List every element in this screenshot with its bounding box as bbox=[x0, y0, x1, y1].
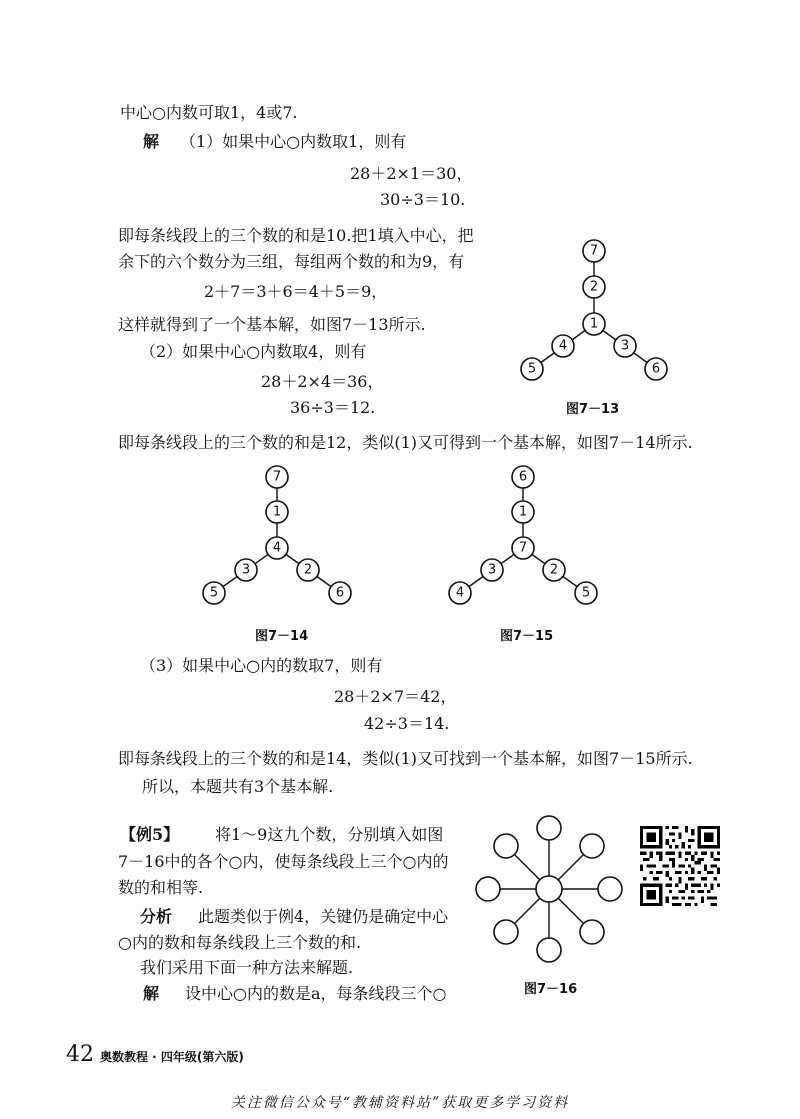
equation: 28＋2×7＝42， bbox=[334, 687, 457, 706]
figure-caption: 图7－16 bbox=[524, 982, 578, 997]
analysis-label: 分析 bbox=[140, 907, 173, 926]
equation: 2＋7＝3＋6＝4＋5＝9， bbox=[204, 282, 388, 301]
figure-caption: 图7－13 bbox=[566, 402, 620, 417]
node-mid-top: 1 bbox=[272, 504, 282, 520]
qr-code bbox=[640, 826, 720, 906]
equation: 28＋2×1＝30， bbox=[350, 164, 473, 183]
page-footer bbox=[66, 1042, 244, 1067]
node-outer-right: 5 bbox=[581, 585, 591, 601]
node-outer-top: 6 bbox=[518, 469, 528, 485]
equation: 36÷3＝12. bbox=[290, 398, 376, 417]
text-line: 设中心○内的数是a，每条线段三个○ bbox=[185, 984, 447, 1003]
equation: 30÷3＝10. bbox=[380, 190, 466, 209]
node-outer-left: 5 bbox=[527, 361, 537, 377]
node-outer-top: 7 bbox=[589, 243, 599, 259]
node-center: 1 bbox=[589, 316, 599, 332]
node-mid-right: 2 bbox=[303, 562, 313, 578]
figure-caption: 图7－14 bbox=[255, 629, 309, 644]
node-outer-left: 4 bbox=[455, 585, 465, 601]
text-line: 中心○内数可取1，4或7. bbox=[120, 103, 298, 122]
text-line: 即每条线段上的三个数的和是12，类似(1)又可得到一个基本解，如图7－14所示. bbox=[118, 433, 693, 452]
solution-label: 解 bbox=[143, 132, 160, 151]
star-figure-7-16 bbox=[470, 810, 630, 970]
node-outer-right: 6 bbox=[651, 361, 661, 377]
text-line: 7－16中的各个○内，使每条线段上三个○内的 bbox=[118, 852, 449, 871]
page-number: 42 bbox=[66, 1042, 94, 1067]
text-line: 将1～9这九个数，分别填入如图 bbox=[215, 825, 444, 844]
node-mid-right: 2 bbox=[549, 562, 559, 578]
text-line: 此题类似于例4，关键仍是确定中心 bbox=[198, 907, 449, 926]
node-outer-left: 5 bbox=[209, 585, 219, 601]
node-mid-top: 1 bbox=[518, 504, 528, 520]
text-line: 即每条线段上的三个数的和是14，类似(1)又可找到一个基本解，如图7－15所示. bbox=[118, 749, 693, 768]
footer-note: 关注微信公众号“教辅资料站”获取更多学习资料 bbox=[230, 1095, 570, 1111]
example-label: 【例5】 bbox=[120, 825, 180, 844]
solution-label: 解 bbox=[143, 984, 160, 1003]
text-line: 即每条线段上的三个数的和是10.把1填入中心，把 bbox=[118, 226, 474, 245]
node-outer-right: 6 bbox=[335, 585, 345, 601]
text-line: （3）如果中心○内的数取7，则有 bbox=[140, 656, 383, 675]
equation: 28＋2×4＝36， bbox=[261, 372, 384, 391]
text-line: （1）如果中心○内数取1，则有 bbox=[180, 132, 407, 151]
text-line: 余下的六个数分为三组，每组两个数的和为9，有 bbox=[118, 252, 465, 271]
text-line: ○内的数和每条线段上三个数的和. bbox=[118, 933, 362, 952]
equation: 42÷3＝14. bbox=[364, 714, 450, 733]
text-line: 我们采用下面一种方法来解题. bbox=[140, 958, 354, 977]
node-mid-left: 3 bbox=[487, 562, 497, 578]
book-title: 奥数教程 · 四年级(第六版) bbox=[100, 1050, 244, 1064]
text-line: 所以，本题共有3个基本解. bbox=[142, 777, 334, 796]
node-mid-left: 3 bbox=[241, 562, 251, 578]
text-line: 数的和相等. bbox=[118, 878, 204, 897]
star-figure-7-13 bbox=[510, 236, 680, 386]
node-center: 7 bbox=[518, 540, 528, 556]
text-line: 这样就得到了一个基本解，如图7－13所示. bbox=[118, 315, 426, 334]
star-figure-7-15 bbox=[439, 462, 609, 612]
node-mid-top: 2 bbox=[589, 279, 599, 295]
figure-caption: 图7－15 bbox=[500, 629, 554, 644]
star-figure-7-14 bbox=[192, 462, 362, 612]
node-mid-right: 3 bbox=[620, 338, 630, 354]
node-mid-left: 4 bbox=[558, 338, 568, 354]
node-outer-top: 7 bbox=[272, 469, 282, 485]
node-center: 4 bbox=[272, 540, 282, 556]
text-line: （2）如果中心○内数取4，则有 bbox=[140, 342, 367, 361]
